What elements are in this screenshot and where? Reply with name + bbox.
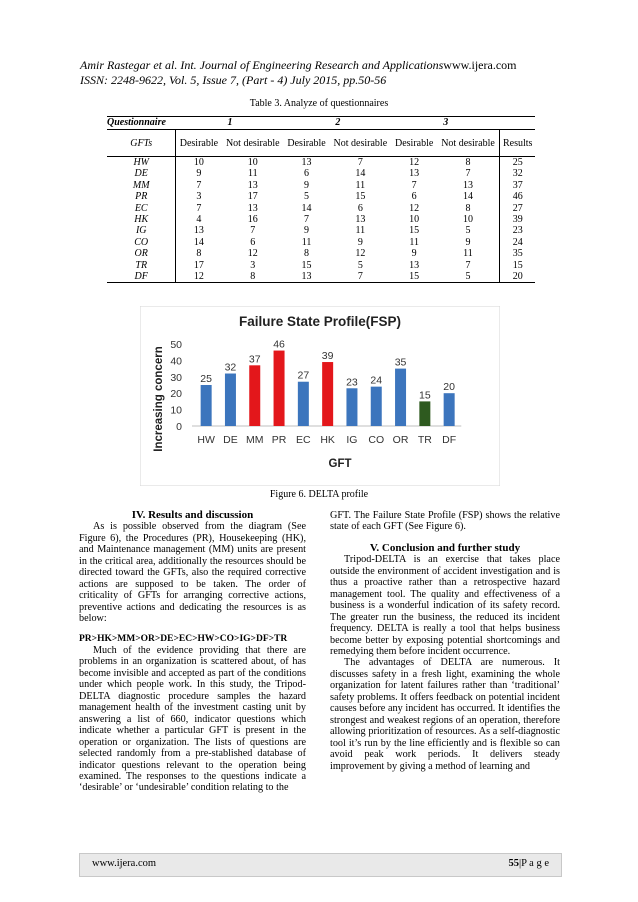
header-questionnaire: Questionnaire [107, 117, 176, 130]
data-label: 20 [443, 381, 455, 394]
left-column [79, 510, 306, 794]
table-cell: 5 [465, 225, 471, 237]
journal-url[interactable]: www.ijera.com [443, 58, 517, 72]
table-cell: 4 [196, 214, 202, 226]
table-row [107, 260, 535, 271]
table-cell: 23 [500, 225, 535, 236]
x-tick-label: CO [368, 434, 385, 446]
table-row [107, 271, 535, 283]
table-row [107, 237, 535, 248]
table-cell: 20 [500, 271, 535, 283]
section-heading-conclusion: V. Conclusion and further study [369, 541, 521, 554]
data-label: 37 [248, 353, 261, 366]
table-cell: 14 [462, 191, 473, 203]
table-cell: 11 [355, 225, 366, 237]
table-cell: 11 [463, 248, 473, 260]
table-cell: 6 [250, 236, 256, 248]
column-header: Not desirable [329, 130, 392, 157]
table-cell: 11 [247, 168, 258, 180]
table-cell: PR [107, 191, 176, 202]
table-cell: 25 [500, 157, 535, 169]
bar-hw [201, 385, 212, 426]
table-cell: 9 [304, 225, 310, 237]
header-spacer [500, 117, 535, 130]
paragraph: As is possible observed from the diagram (See Figure 6), the Procedures (PR), Housekeeping (HK), and Maintenance management (MM) units are present in the critical area, additionally the resources should be directed toward the GFTs, also the required corrective actions are supposed to be taken. The order of criticality of GFTs for arranging corrective actions, preventive actions and dedicating the resources is as below: [79, 521, 306, 625]
table-cell: 27 [500, 203, 535, 214]
bar-de [225, 374, 236, 426]
section-heading-results: IV. Results and discussion [131, 509, 254, 521]
data-label: 46 [273, 338, 285, 351]
data-label: 23 [346, 376, 358, 389]
table-cell: 9 [304, 179, 310, 191]
y-tick-label: 50 [170, 339, 182, 351]
bar-co [371, 387, 382, 426]
table-cell: 7 [357, 157, 363, 168]
table-cell: 3 [196, 191, 202, 203]
data-label: 32 [224, 361, 237, 374]
criticality-order: PR>HK>MM>OR>DE>EC>HW>CO>IG>DF>TR [79, 633, 288, 644]
column-header: Not desirable [221, 130, 284, 157]
table-cell: 9 [465, 236, 471, 248]
table-cell: 9 [411, 248, 417, 260]
chart-title: Failure State Profile(FSP) [238, 314, 402, 329]
page-suffix: |P a g e [519, 858, 549, 869]
bar-hk [322, 362, 333, 426]
table-cell: 13 [409, 168, 420, 180]
table-row [107, 248, 535, 259]
table-cell: 13 [193, 225, 204, 237]
x-tick-label: MM [246, 434, 264, 446]
table-cell: 24 [500, 237, 535, 248]
column-header: Not desirable [437, 130, 500, 157]
header-questionnaire-2: 2 [284, 117, 392, 130]
x-tick-label: DF [442, 434, 457, 446]
x-tick-label: OR [392, 434, 409, 446]
fsp-bar-chart [140, 306, 500, 486]
y-tick-label: 30 [170, 371, 182, 384]
table-cell: 13 [409, 259, 420, 271]
column-header: Desirable [176, 130, 221, 157]
table-cell: HW [107, 157, 176, 169]
table-cell: 5 [357, 259, 363, 271]
table-cell: 8 [465, 157, 471, 168]
figure-caption: Figure 6. DELTA profile [269, 489, 369, 500]
table-cell: 12 [409, 202, 420, 214]
table-cell: 7 [465, 168, 471, 180]
paragraph: GFT. The Failure State Profile (FSP) shows the relative state of each GFT (See Figure 6). [330, 510, 560, 533]
table-cell: 12 [176, 271, 221, 283]
table-row [107, 214, 535, 225]
table-cell: 8 [196, 248, 202, 260]
paragraph: Much of the evidence providing that there are problems in an organization is scattered about, of has become invisible and accepted as part of the conditions under which people work. In this study, the Tripod-DELTA diagnostic procedure samples the hazard management health of the investment casting unit by answering a list of 660, indicator questions which indicate whether a particular GFT is present in the operation or organization. The lists of questions are selected randomly from a pre-stablished database of indicator questions relevant to the operation being examined. The responses to the questions indicate a ‘desirable’ or ‘undesirable’ condition relating to the [79, 644, 306, 794]
bar-ec [298, 382, 309, 426]
table-row [107, 225, 535, 236]
table-cell: 16 [247, 214, 258, 226]
table-cell: 7 [196, 179, 202, 191]
table-cell: 3 [250, 259, 256, 271]
table-cell: 13 [301, 157, 312, 168]
table-cell: DF [107, 271, 176, 283]
y-tick-label: 0 [176, 421, 182, 433]
table-cell: 13 [355, 214, 366, 226]
column-header: Results [500, 130, 535, 157]
y-tick-label: 40 [170, 355, 182, 368]
table-cell: IG [107, 225, 176, 236]
table-cell: CO [107, 237, 176, 248]
table-cell: 8 [465, 202, 471, 214]
page-number [509, 858, 550, 869]
table-row [107, 180, 535, 191]
table-caption: Table 3. Analyze of questionnaires [249, 98, 389, 109]
journal-citation: Amir Rastegar et al. Int. Journal of Engineering Research and Applications [80, 58, 444, 72]
table-cell: 15 [409, 225, 420, 237]
table-row [107, 203, 535, 214]
table-cell: 5 [304, 191, 310, 203]
table-cell: 7 [304, 214, 310, 226]
right-column [330, 510, 560, 772]
table-cell: 13 [462, 179, 473, 191]
bar-pr [274, 351, 285, 426]
data-label: 27 [297, 369, 310, 382]
x-tick-label: PR [271, 434, 287, 446]
table-subheader-row [107, 130, 535, 157]
table-cell: 32 [500, 168, 535, 179]
table-cell: 10 [409, 214, 420, 226]
column-header: Desirable [284, 130, 329, 157]
data-label: 15 [419, 389, 431, 402]
table-cell: 35 [500, 248, 535, 259]
table-cell: 5 [437, 271, 500, 283]
table-cell: 7 [411, 179, 417, 191]
x-tick-label: TR [417, 434, 432, 446]
table-cell: 7 [250, 225, 256, 237]
data-label: 24 [370, 374, 383, 387]
chart-x-axis-label: GFT [328, 458, 352, 470]
paragraph: The advantages of DELTA are numerous. It discusses safety in a fresh light, examining the whole organization for latent failures rather than ‘traditional’ safety problems. It offers feedback on potential incident causes before any incident has occurred. It identifies the strongest and weakest regions of an operation, therefore allowing prioritization of resources. As a self-diagnostic tool it’s run by the line efficiently and is flexible so can avoid peak work periods. It delivers steady improvement by giving a method of learning and [330, 657, 560, 772]
table-cell: 14 [301, 202, 312, 214]
table-cell: 7 [196, 202, 202, 214]
x-tick-label: IG [346, 434, 358, 446]
table-cell: 11 [409, 236, 419, 248]
table-cell: 13 [284, 271, 329, 283]
table-cell: 12 [247, 248, 258, 260]
table-header-row [107, 117, 535, 130]
bar-tr [419, 401, 430, 426]
table-cell: 7 [465, 259, 471, 271]
table-cell: 37 [500, 180, 535, 191]
table-cell: 10 [247, 157, 258, 168]
table-cell: 17 [247, 191, 258, 203]
column-header: GFTs [107, 130, 176, 157]
table-cell: 46 [500, 191, 535, 202]
table-cell: 15 [355, 191, 366, 203]
table-cell: 13 [247, 179, 258, 191]
x-tick-label: HK [320, 434, 335, 446]
chart-y-axis-label: Increasing concern [153, 346, 165, 452]
table-cell: HK [107, 214, 176, 225]
bar-mm [249, 365, 260, 426]
x-tick-label: EC [296, 434, 311, 446]
table-cell: 9 [357, 236, 363, 248]
page-number-value: 55 [508, 858, 519, 869]
table-cell: 6 [357, 202, 363, 214]
table-cell: 9 [196, 168, 202, 180]
y-tick-label: 10 [170, 404, 182, 417]
table-row [107, 191, 535, 202]
table-cell: 15 [500, 260, 535, 271]
column-header: Desirable [392, 130, 437, 157]
data-label: 25 [200, 373, 212, 385]
data-label: 39 [321, 350, 334, 363]
table-cell: 15 [392, 271, 437, 283]
bar-ig [346, 388, 357, 426]
y-tick-label: 20 [170, 388, 182, 401]
table-cell: EC [107, 203, 176, 214]
bar-or [395, 369, 406, 426]
x-tick-label: DE [223, 434, 238, 446]
table-row [107, 168, 535, 179]
journal-header-line2: ISSN: 2248-9622, Vol. 5, Issue 7, (Part - 4) July 2015, pp.50-56 [80, 73, 387, 87]
x-tick-label: HW [197, 434, 215, 446]
table-cell: 12 [409, 157, 420, 168]
table-cell: 10 [193, 157, 204, 168]
table-cell: 11 [355, 179, 366, 191]
table-cell: 13 [247, 202, 258, 214]
table-cell: DE [107, 168, 176, 179]
table-cell: 14 [355, 168, 366, 180]
table-cell: MM [107, 180, 176, 191]
header-questionnaire-3: 3 [392, 117, 500, 130]
table-cell: TR [107, 260, 176, 271]
bar-df [444, 393, 455, 426]
page-footer [79, 853, 562, 877]
table-cell: 7 [329, 271, 392, 283]
questionnaire-table [107, 116, 535, 283]
table-cell: 10 [462, 214, 473, 226]
data-label: 35 [394, 356, 407, 369]
table-cell: 8 [221, 271, 284, 283]
table-cell: 6 [304, 168, 310, 180]
paragraph: Tripod-DELTA is an exercise that takes place outside the environment of accident investigation and is thus a proactive rather than a retrospective hazard management tool. The quality and effectiveness of a business is a wonderful indication of its safety record. The greater run the business, the reduced its incident frequency. DELTA is really a tool that helps business become better by exposing potential shortcomings and remedying them before incident occurrence. [330, 554, 560, 657]
table-cell: 11 [301, 236, 312, 248]
table-cell: 6 [411, 191, 417, 203]
table-row [107, 157, 535, 169]
table-cell: 14 [193, 236, 204, 248]
table-cell: 12 [355, 248, 366, 260]
footer-url[interactable]: www.ijera.com [92, 858, 157, 869]
table-cell: 39 [500, 214, 535, 225]
table-cell: 17 [193, 259, 204, 271]
table-cell: 15 [301, 259, 312, 271]
journal-header-line1 [80, 58, 517, 73]
table-cell: 8 [304, 248, 310, 260]
table-cell: OR [107, 248, 176, 259]
header-questionnaire-1: 1 [176, 117, 284, 130]
